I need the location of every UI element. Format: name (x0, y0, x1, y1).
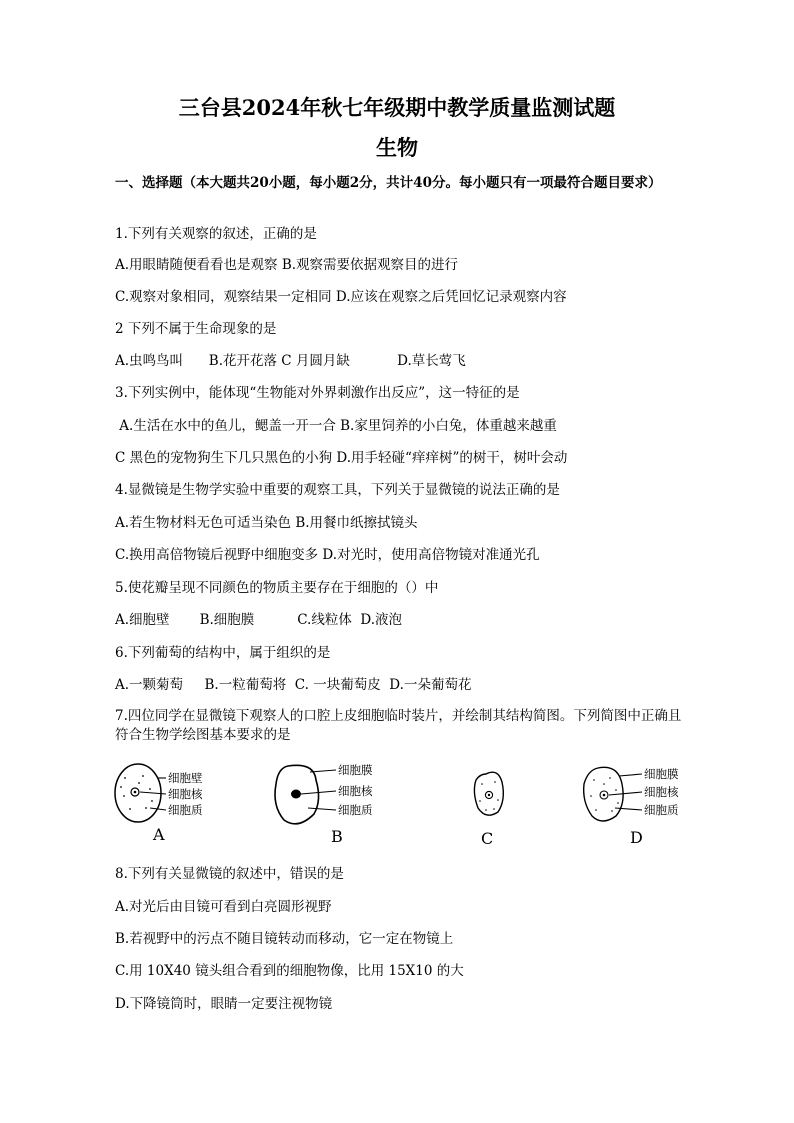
q5-stem: 5.使花瓣呈现不同颜色的物质主要存在于细胞的（）中 (115, 580, 439, 596)
q7-stem: 7.四位同学在显微镜下观察人的口腔上皮细胞临时装片，并绘制其结构简图。下列简图中正确且 符合生物学绘图基本要求的是 (115, 708, 682, 743)
q3-stem: 3.下列实例中，能体现“生物能对外界刺激作出反应”，这一特征的是 (115, 385, 520, 401)
fig-a-label-3: 细胞质 (168, 803, 203, 817)
section-heading: 一、选择题（本大题共20小题，每小题2分，共计40分。每小题只有一项最符合题目要求） (115, 175, 662, 191)
q2-options: A.虫鸣鸟叫 B.花开花落 C 月圆月缺 D.草长莺飞 (115, 353, 466, 369)
q8-stem: 8.下列有关显微镜的叙述中，错误的是 (115, 866, 344, 882)
fig-d-label-1: 细胞膜 (644, 767, 679, 781)
fig-b-label-1: 细胞膜 (338, 763, 373, 777)
fig-a-letter: A (153, 825, 165, 844)
figure-a (115, 764, 203, 844)
figure-b (275, 763, 373, 846)
fig-b-label-2: 细胞核 (338, 784, 373, 798)
fig-c-letter: C (481, 829, 494, 848)
q4-options-cd: C.换用高倍物镜后视野中细胞变多 D.对光时，使用高倍物镜对准通光孔 (115, 547, 540, 563)
q8-option-d: D.下降镜筒时，眼睛一定要注视物镜 (115, 996, 333, 1012)
q4-options-ab: A.若生物材料无色可适当染色 B.用餐巾纸擦拭镜头 (115, 515, 418, 531)
q4-stem: 4.显微镜是生物学实验中重要的观察工具，下列关于显微镜的说法正确的是 (115, 482, 560, 498)
figure-d (584, 767, 679, 847)
q6-options: A.一颗菊萄 B.一粒葡萄将 C. 一块葡萄皮 D.一朵葡萄花 (115, 677, 472, 693)
figure-c (474, 772, 503, 848)
fig-a-label-1: 细胞壁 (168, 771, 203, 785)
fig-d-label-2: 细胞核 (644, 785, 679, 799)
exam-title: 三台县2024年秋七年级期中教学质量监测试题 (178, 95, 616, 120)
cell-diagrams (110, 756, 710, 851)
cell-diagrams-svg (110, 756, 710, 851)
q3-options-cd: C 黑色的宠物狗生下几只黑色的小狗 D.用手轻碰“痒痒树”的树干，树叶会动 (115, 450, 568, 466)
fig-b-letter: B (331, 827, 343, 846)
q1-options-cd: C.观察对象相同，观察结果一定相同 D.应该在观察之后凭回忆记录观察内容 (115, 289, 567, 305)
fig-a-label-2: 细胞核 (168, 787, 203, 801)
q5-options: A.细胞壁 B.细胞膜 C.线粒体 D.液泡 (115, 612, 403, 628)
q8-option-b: B.若视野中的污点不随目镜转动而移动，它一定在物镜上 (115, 931, 454, 947)
subject-title: 生物 (376, 135, 418, 160)
fig-d-letter: D (630, 828, 643, 847)
q8-option-a: A.对光后由目镜可看到白亮圆形视野 (115, 899, 332, 915)
fig-b-label-3: 细胞质 (338, 803, 373, 817)
q1-options-ab: A.用眼睛随便看看也是观察 B.观察需要依据观察目的进行 (115, 257, 459, 273)
q2-stem: 2 下列不属于生命现象的是 (115, 321, 277, 337)
fig-d-label-3: 细胞质 (644, 803, 679, 817)
q1-stem: 1.下列有关观察的叙述，正确的是 (115, 226, 317, 242)
q6-stem: 6.下列葡萄的结构中，属于组织的是 (115, 645, 331, 661)
q3-options-ab: A.生活在水中的鱼儿，鳃盖一开一合 B.家里饲养的小白兔，体重越来越重 (115, 418, 557, 434)
q8-option-c: C.用 10X40 镜头组合看到的细胞物像，比用 15X10 的大 (115, 963, 464, 979)
